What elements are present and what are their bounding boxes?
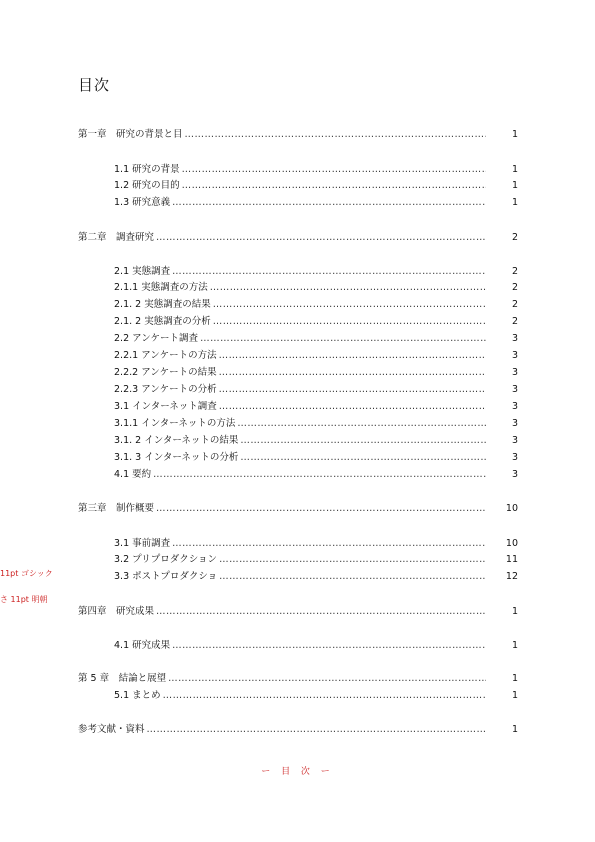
toc-entry-label: 2.1. 2 実態調査の結果 bbox=[114, 299, 211, 310]
toc-section-row[interactable] bbox=[114, 689, 518, 703]
toc-chapter-row[interactable] bbox=[78, 672, 518, 686]
toc-chapter-row[interactable] bbox=[78, 605, 518, 619]
toc-page-number: 3 bbox=[511, 452, 518, 463]
toc-section-row[interactable] bbox=[114, 298, 518, 312]
toc-section-row[interactable] bbox=[114, 383, 518, 397]
dot-leader bbox=[213, 315, 486, 329]
toc-entry-label: 4.1 要約 bbox=[114, 469, 152, 480]
toc-page-number: 2 bbox=[511, 232, 518, 243]
toc-page-number: 1 bbox=[511, 606, 518, 617]
toc-section-row[interactable] bbox=[114, 163, 518, 177]
toc-section-row[interactable] bbox=[114, 196, 518, 210]
toc-page-number: 3 bbox=[511, 350, 518, 361]
toc-entry-label: 3.1. 2 インターネットの結果 bbox=[114, 435, 239, 446]
toc-page-number: 10 bbox=[505, 503, 518, 514]
toc-entry-label: 2.2.2 アンケートの結果 bbox=[114, 367, 217, 378]
toc-page-number: 1 bbox=[511, 180, 518, 191]
page-title: 目次 bbox=[78, 76, 111, 94]
toc-page-number: 1 bbox=[511, 690, 518, 701]
toc-page-number: 2 bbox=[511, 299, 518, 310]
toc-chapter-row[interactable] bbox=[78, 502, 518, 516]
toc-section-row[interactable] bbox=[114, 179, 518, 193]
dot-leader bbox=[153, 468, 486, 482]
toc-chapter-row[interactable] bbox=[78, 231, 518, 245]
page-footer: ー 目 次 ー bbox=[261, 767, 334, 777]
toc-section-row[interactable] bbox=[114, 332, 518, 346]
toc-entry-label: 1.2 研究の目的 bbox=[114, 180, 180, 191]
toc-entry-label: 3.3 ポストプロダクショ bbox=[114, 571, 218, 582]
toc-section-row[interactable] bbox=[114, 417, 518, 431]
toc-entry-label: 1.1 研究の背景 bbox=[114, 164, 180, 175]
dot-leader bbox=[219, 570, 486, 584]
dot-leader bbox=[219, 349, 486, 363]
toc-entry-label: 2.2.3 アンケートの分析 bbox=[114, 384, 217, 395]
toc-page-number: 1 bbox=[511, 640, 518, 651]
toc-page-number: 12 bbox=[505, 571, 518, 582]
toc-entry-label: 3.2 プリプロダクション bbox=[114, 554, 218, 565]
toc-section-row[interactable] bbox=[114, 537, 518, 551]
toc-section-row[interactable] bbox=[114, 400, 518, 414]
toc-entry-label: 1.3 研究意義 bbox=[114, 197, 171, 208]
dot-leader bbox=[172, 639, 486, 653]
dot-leader bbox=[219, 383, 486, 397]
dot-leader bbox=[172, 265, 486, 279]
toc-page-number: 2 bbox=[511, 282, 518, 293]
toc-section-row[interactable] bbox=[114, 349, 518, 363]
toc-entry-label: 第四章 研究成果 bbox=[78, 606, 155, 617]
toc-page-number: 3 bbox=[511, 418, 518, 429]
toc-section-row[interactable] bbox=[114, 265, 518, 279]
toc-chapter-row[interactable] bbox=[78, 128, 518, 142]
toc-entry-label: 3.1.1 インターネットの方法 bbox=[114, 418, 236, 429]
toc-page-number: 10 bbox=[505, 538, 518, 549]
dot-leader bbox=[200, 332, 486, 346]
dot-leader bbox=[172, 196, 486, 210]
dot-leader bbox=[240, 451, 486, 465]
dot-leader bbox=[237, 417, 486, 431]
toc-page-number: 1 bbox=[511, 164, 518, 175]
toc-entry-label: 5.1 まとめ bbox=[114, 690, 161, 701]
toc-page-number: 2 bbox=[511, 266, 518, 277]
toc-section-row[interactable] bbox=[114, 570, 518, 584]
toc-page-number: 2 bbox=[511, 316, 518, 327]
toc-entry-label: 第三章 制作概要 bbox=[78, 503, 155, 514]
toc-entry-label: 2.2.1 アンケートの方法 bbox=[114, 350, 217, 361]
dot-leader bbox=[156, 502, 486, 516]
toc-entry-label: 第二章 調査研究 bbox=[78, 232, 155, 243]
toc-entry-label: 3.1. 3 インターネットの分析 bbox=[114, 452, 239, 463]
dot-leader bbox=[163, 689, 486, 703]
dot-leader bbox=[219, 553, 486, 567]
dot-leader bbox=[172, 537, 486, 551]
toc-section-row[interactable] bbox=[114, 553, 518, 567]
toc-page-number: 1 bbox=[511, 197, 518, 208]
dot-leader bbox=[219, 400, 486, 414]
toc-page-number: 1 bbox=[511, 129, 518, 140]
toc-page-number: 1 bbox=[511, 724, 518, 735]
dot-leader bbox=[168, 672, 486, 686]
toc-section-row[interactable] bbox=[114, 366, 518, 380]
toc-section-row[interactable] bbox=[114, 434, 518, 448]
toc-page-number: 3 bbox=[511, 401, 518, 412]
toc-entry-label: 第 5 章 結論と展望 bbox=[78, 673, 167, 684]
toc-entry-label: 3.1 事前調査 bbox=[114, 538, 171, 549]
toc-entry-label: 参考文献・資料 bbox=[78, 724, 145, 735]
toc-section-row[interactable] bbox=[114, 281, 518, 295]
toc-page-number: 11 bbox=[505, 554, 518, 565]
toc-entry-label: 2.1.1 実態調査の方法 bbox=[114, 282, 208, 293]
toc-entry-label: 2.1. 2 実態調査の分析 bbox=[114, 316, 211, 327]
dot-leader bbox=[213, 298, 486, 312]
toc-page-number: 1 bbox=[511, 673, 518, 684]
toc-section-row[interactable] bbox=[114, 639, 518, 653]
margin-note-gothic: 11pt ゴシック bbox=[0, 569, 53, 578]
toc-page-number: 3 bbox=[511, 384, 518, 395]
toc-section-row[interactable] bbox=[114, 468, 518, 482]
toc-entry-label: 4.1 研究成果 bbox=[114, 640, 171, 651]
dot-leader bbox=[240, 434, 486, 448]
toc-page-number: 3 bbox=[511, 435, 518, 446]
dot-leader bbox=[185, 128, 486, 142]
dot-leader bbox=[182, 163, 486, 177]
toc-entry-label: 2.1 実態調査 bbox=[114, 266, 171, 277]
toc-page-number: 3 bbox=[511, 367, 518, 378]
toc-entry-label: 2.2 アンケート調査 bbox=[114, 333, 199, 344]
dot-leader bbox=[210, 281, 486, 295]
margin-note-mincho: さ 11pt 明朝 bbox=[0, 595, 48, 604]
toc-page-number: 3 bbox=[511, 469, 518, 480]
toc-chapter-row[interactable] bbox=[78, 723, 518, 737]
dot-leader bbox=[156, 605, 486, 619]
dot-leader bbox=[219, 366, 486, 380]
dot-leader bbox=[182, 179, 486, 193]
dot-leader bbox=[147, 723, 486, 737]
toc-section-row[interactable] bbox=[114, 451, 518, 465]
toc-section-row[interactable] bbox=[114, 315, 518, 329]
toc-entry-label: 3.1 インターネット調査 bbox=[114, 401, 217, 412]
dot-leader bbox=[156, 231, 486, 245]
toc-entry-label: 第一章 研究の背景と目 bbox=[78, 129, 183, 140]
toc-page-number: 3 bbox=[511, 333, 518, 344]
